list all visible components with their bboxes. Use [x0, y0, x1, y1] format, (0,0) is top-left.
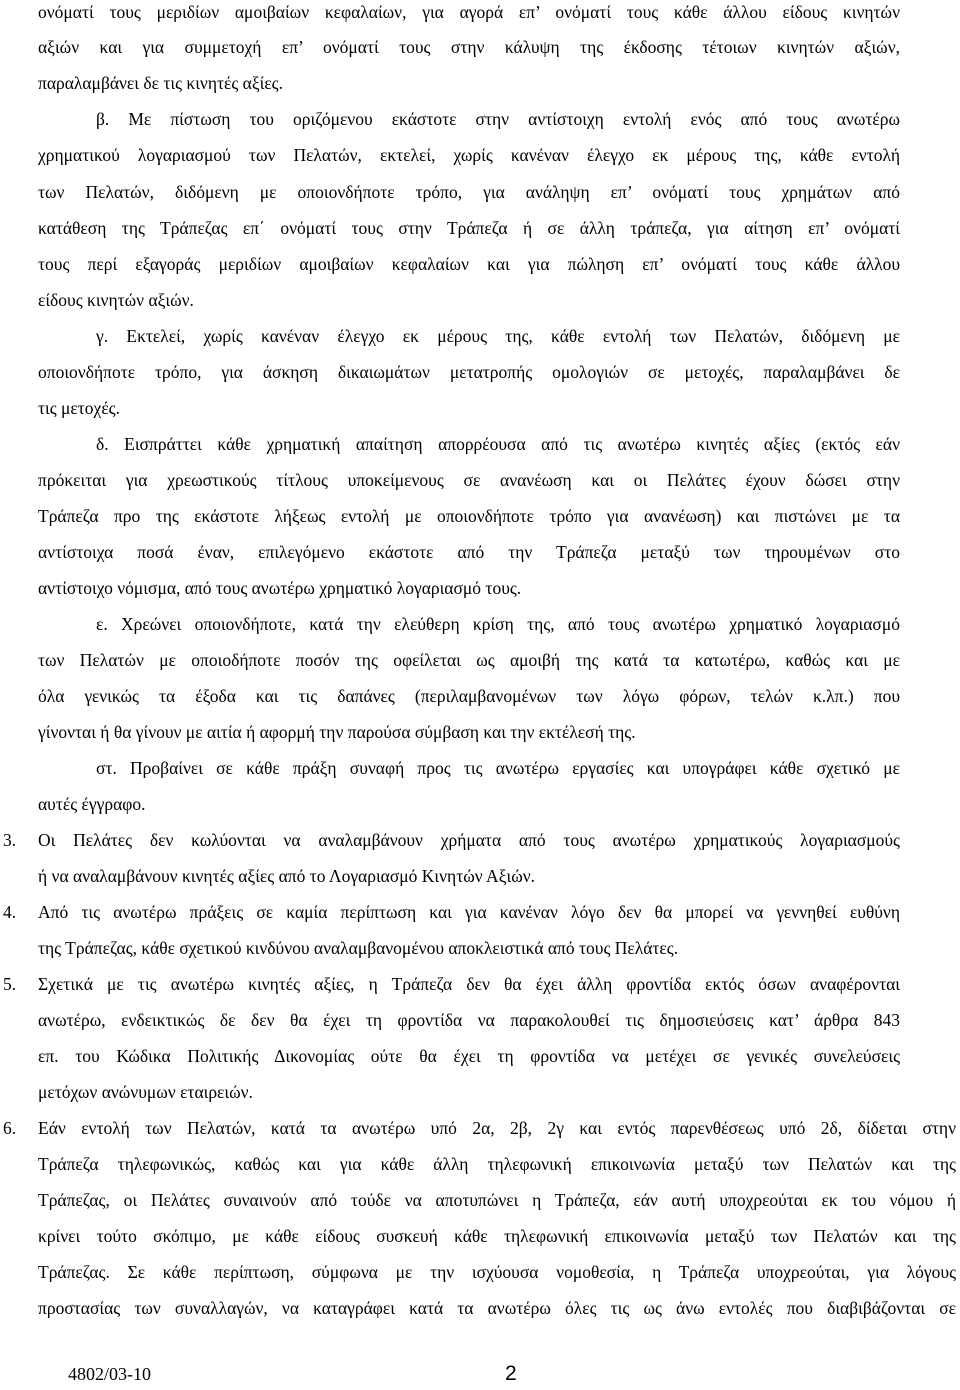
text-line: Οι Πελάτες δεν κωλύονται να αναλαμβάνουν χρήματα από τους ανωτέρω χρηματικούς λογαριασμούς	[38, 830, 900, 850]
text-line: αυτές έγγραφο.	[38, 794, 146, 814]
text-line: των Πελατών, διδόμενη με οποιονδήποτε τρόπο, για ανάληψη επ’ ονόματί τους χρημάτων από	[38, 182, 900, 202]
text-line: πρόκειται για χρεωστικούς τίτλους υποκείμενους σε ανανέωση και οι Πελάτες έχουν δώσει στην	[38, 470, 900, 490]
text-line: των Πελατών με οποιοδήποτε ποσόν της οφείλεται ως αμοιβή της κατά τα κατωτέρω, καθώς και με	[38, 650, 900, 670]
item-number: 3.	[3, 830, 17, 850]
text-line: γ. Εκτελεί, χωρίς κανέναν έλεγχο εκ μέρους της, κάθε εντολή των Πελατών, διδόμενη με	[96, 326, 900, 346]
text-line: τις μετοχές.	[38, 398, 120, 418]
text-line: κρίνει τούτο σκόπιμο, με κάθε είδους συσκευή κάθε τηλεφωνική επικοινωνία μεταξύ των Πελατών και της	[38, 1226, 956, 1246]
text-line: προστασίας των συναλλαγών, να καταγράφει κατά τα ανωτέρω όλες τις ως άνω εντολές που διαβιβάζονται σε	[38, 1298, 956, 1318]
item-number: 6.	[3, 1118, 17, 1138]
item-number: 5.	[3, 974, 17, 994]
text-line: γίνονται ή θα γίνουν με αιτία ή αφορμή την παρούσα σύμβαση και την εκτέλεσή της.	[38, 722, 636, 742]
document-code: 4802/03-10	[68, 1364, 151, 1384]
text-line: όλα γενικώς τα έξοδα και τις δαπάνες (περιλαμβανομένων των λόγω φόρων, τελών κ.λπ.) που	[38, 686, 900, 706]
text-line: Εάν εντολή των Πελατών, κατά τα ανωτέρω υπό 2α, 2β, 2γ και εντός παρενθέσεως υπό 2δ, δίδεται στην	[38, 1118, 956, 1138]
text-line: ε. Χρεώνει οποιονδήποτε, κατά την ελεύθερη κρίση της, από τους ανωτέρω χρηματικό λογαριασμό	[96, 614, 900, 634]
text-line: Τράπεζας. Σε κάθε περίπτωση, σύμφωνα με την ισχύουσα νομοθεσία, η Τράπεζα υποχρεούται, για λόγους	[38, 1262, 956, 1282]
text-line: της Τράπεζας, κάθε σχετικού κινδύνου αναλαμβανομένου αποκλειστικά από τους Πελάτες.	[38, 938, 679, 958]
text-line: τους περί εξαγοράς μεριδίων αμοιβαίων κεφαλαίων και για πώληση επ’ ονόματί τους κάθε άλλου	[38, 254, 900, 274]
text-line: Σχετικά με τις ανωτέρω κινητές αξίες, η Τράπεζα δεν θα έχει άλλη φροντίδα εκτός όσων αναφέρονται	[38, 974, 900, 994]
text-line: επ. του Κώδικα Πολιτικής Δικονομίας ούτε θα έχει τη φροντίδα να μετέχει σε γενικές συνελεύσεις	[38, 1046, 900, 1066]
text-line: κατάθεση της Τράπεζας επ΄ ονόματί τους στην Τράπεζα ή σε άλλη τράπεζα, για αίτηση επ’ ονόματί	[38, 218, 900, 238]
text-line: Τράπεζα προ της εκάστοτε λήξεως εντολή με οποιονδήποτε τρόπο για ανανέωση) και πιστώνει με τα	[38, 506, 900, 526]
item-number: 4.	[3, 902, 17, 922]
text-line: αντίστοιχο νόμισμα, από τους ανωτέρω χρηματικό λογαριασμό τους.	[38, 578, 522, 598]
text-line: Τράπεζας, οι Πελάτες συναινούν από τούδε να αποτυπώνει η Τράπεζα, εάν αυτή υποχρεούται εκ του νόμου ή	[38, 1190, 956, 1210]
text-line: ή να αναλαμβάνουν κινητές αξίες από το Λογαριασμό Κινητών Αξιών.	[38, 866, 536, 886]
text-line: οποιονδήποτε τρόπο, για άσκηση δικαιωμάτων μετατροπής ομολογιών σε μετοχές, παραλαμβάνει δε	[38, 362, 900, 382]
text-line: παραλαμβάνει δε τις κινητές αξίες.	[38, 73, 283, 93]
text-line: στ. Προβαίνει σε κάθε πράξη συναφή προς τις ανωτέρω εργασίες και υπογράφει κάθε σχετικό με	[96, 758, 900, 778]
text-line: β. Με πίστωση του οριζόμενου εκάστοτε στην αντίστοιχη εντολή ενός από τους ανωτέρω	[96, 109, 900, 129]
text-line: δ. Εισπράττει κάθε χρηματική απαίτηση απορρέουσα από τις ανωτέρω κινητές αξίες (εκτός εάν	[96, 434, 900, 454]
text-line: ανωτέρω, ενδεικτικώς δε δεν θα έχει τη φροντίδα να παρακολουθεί τις δημοσιεύσεις κατ’ άρθρα 843	[38, 1010, 900, 1030]
text-line: χρηματικού λογαριασμού των Πελατών, εκτελεί, χωρίς κανέναν έλεγχο εκ μέρους της, κάθε εντολή	[38, 145, 900, 165]
text-line: Από τις ανωτέρω πράξεις σε καμία περίπτωση και για κανέναν λόγο δεν θα μπορεί να γεννηθεί ευθύνη	[38, 902, 900, 922]
text-line: Τράπεζα τηλεφωνικώς, καθώς και για κάθε άλλη τηλεφωνική επικοινωνία μεταξύ των Πελατών και της	[38, 1154, 956, 1174]
text-line: αντίστοιχα ποσά έναν, επιλεγόμενο εκάστοτε από την Τράπεζα μεταξύ των τηρουμένων στο	[38, 542, 900, 562]
text-line: ονόματί τους μεριδίων αμοιβαίων κεφαλαίων, για αγορά επ’ ονόματί τους κάθε άλλου είδους κινητών	[38, 2, 900, 22]
text-line: μετόχων ανώνυμων εταιρειών.	[38, 1082, 253, 1102]
page-number: 2	[505, 1362, 517, 1385]
text-line: είδους κινητών αξιών.	[38, 290, 194, 310]
text-line: αξιών και για συμμετοχή επ’ ονόματί τους στην κάλυψη της έκδοσης τέτοιων κινητών αξιών,	[38, 37, 900, 57]
